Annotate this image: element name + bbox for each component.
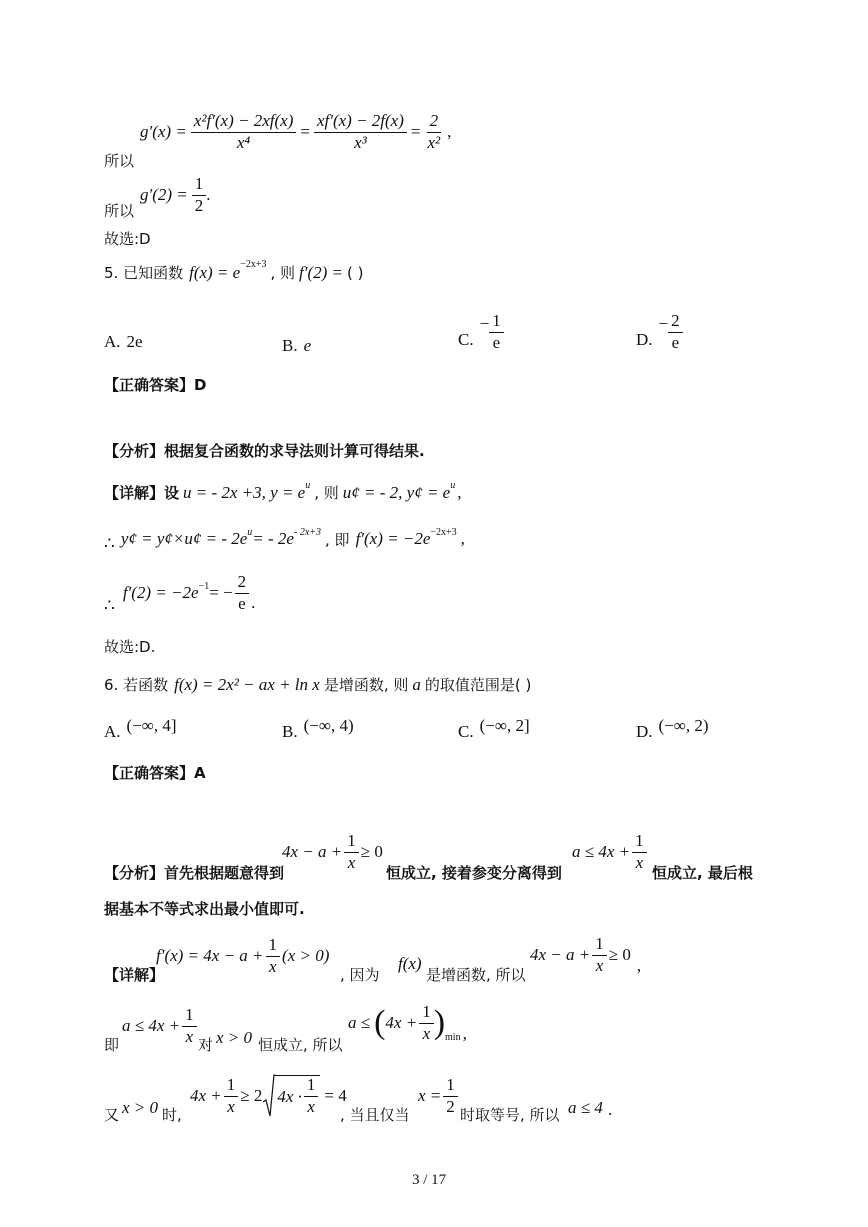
q6-am-f1-num: 1	[224, 1076, 239, 1097]
q5-detail-line-2	[104, 524, 465, 554]
q6-fp-den: x	[269, 956, 277, 976]
q5-derivatives: u¢ = - 2, y¢ = e	[342, 482, 451, 502]
q6-di-fraction	[592, 935, 607, 975]
q5-chain-exp-1: u	[247, 526, 253, 538]
q6-fx: f(x)	[398, 954, 422, 973]
q5-final-lhs: f′(2) = −2e	[122, 583, 199, 602]
q6-i2-fraction	[182, 1006, 197, 1046]
q6-x-half	[418, 1076, 458, 1116]
q6-option-d-value: (−∞, 2)	[658, 716, 709, 735]
q6-ae1-post: ≥ 0	[360, 842, 383, 862]
q5-option-b	[282, 336, 311, 356]
q5-final-num: 2	[235, 573, 250, 594]
q6-fp-expr: f′(x) = 4x − a +	[156, 946, 264, 966]
q6-option-c-label: C.	[458, 722, 474, 741]
q5-prefix: 5. 已知函数	[104, 264, 184, 282]
q6-suffix-2: 的取值范围是( )	[424, 676, 532, 694]
q6-am-f2-num: 1	[304, 1076, 319, 1097]
fraction-3	[424, 112, 443, 152]
q6-ineq-2	[122, 1006, 197, 1046]
q6-ae1-pre: 4x − a +	[282, 842, 343, 862]
q5-ji: , 即	[325, 530, 350, 549]
q6-answer: 【正确答案】A	[104, 764, 206, 782]
text-suoyi-1: 所以	[104, 152, 135, 170]
q6-analysis-expr-1	[282, 832, 383, 872]
q6-ae2-num: 1	[632, 832, 647, 853]
q5-option-d-fraction	[668, 312, 683, 352]
q5-result: f′(x) = −2e	[355, 529, 431, 548]
q5-option-b-label: B.	[282, 336, 298, 355]
q6-analysis-a: 【分析】首先根据题意得到	[104, 864, 285, 882]
q6-ae2-pre: a ≤ 4x +	[572, 842, 631, 862]
q6-option-d-label: D.	[636, 722, 653, 741]
q6-i3-num: 1	[419, 1003, 434, 1024]
equals-1: =	[300, 122, 310, 142]
q5-final-period: .	[251, 593, 256, 612]
q6-fp-fraction	[266, 936, 281, 976]
therefore-symbol-2: ∴	[104, 596, 115, 615]
q5-final-exp: −1	[198, 580, 210, 592]
q5-option-d	[636, 312, 683, 352]
q5-conclusion: 故选:D.	[104, 638, 156, 656]
q6-detail-ineq	[530, 934, 641, 976]
fraction-3-den: x²	[427, 132, 441, 152]
q6-am-mid: ≥ 2	[240, 1086, 263, 1105]
q6-am-fraction-2	[304, 1076, 319, 1116]
q5-substitution: u = - 2x +3, y = e	[183, 482, 306, 502]
q5-option-c-den: e	[492, 332, 501, 352]
q6-ae1-fraction	[344, 832, 359, 872]
q6-am-root: 4x ·	[277, 1086, 302, 1106]
text-suoyi-2: 所以	[104, 202, 135, 220]
q6-am-gm	[190, 1074, 347, 1118]
q6-option-c	[458, 716, 530, 742]
q6-i3-pre: a ≤	[348, 1013, 371, 1032]
q6-qu: 时取等号, 所以	[460, 1106, 560, 1124]
fraction-2	[314, 112, 407, 152]
q5-detail-line-1	[104, 482, 461, 503]
fraction-1	[191, 112, 297, 152]
half-den: 2	[194, 195, 204, 215]
q6-function: f(x) = 2x² − ax + ln x	[174, 674, 320, 694]
q6-am-post: = 4	[324, 1086, 347, 1105]
therefore-symbol-1: ∴	[104, 534, 115, 553]
q5-detail-line-3	[104, 570, 255, 616]
q6-fp-cond: (x > 0)	[282, 946, 330, 966]
q6-di-post: ≥ 0	[608, 945, 631, 964]
fraction-3-num: 2	[427, 112, 442, 133]
q6-xpos: x > 0	[216, 1028, 253, 1047]
q6-am-f1-den: x	[227, 1096, 235, 1116]
q6-half-den: 2	[446, 1096, 455, 1116]
q5-final-den: e	[238, 593, 246, 613]
q6-is-increasing: 是增函数, 所以	[426, 966, 526, 984]
q6-di-num: 1	[592, 935, 607, 956]
q5-option-d-sign: −	[658, 314, 669, 334]
fraction-half	[192, 175, 207, 215]
q6-i3-in: 4x +	[385, 1013, 418, 1032]
q6-di-pre: 4x − a +	[530, 945, 591, 964]
q6-analysis-c: 恒成立, 最后根	[652, 864, 753, 882]
q6-half-num: 1	[443, 1076, 458, 1097]
q5-answer: 【正确答案】D	[104, 376, 207, 394]
q6-option-b	[282, 716, 354, 742]
q6-am-fraction-1	[224, 1076, 239, 1116]
q5-option-c-fraction	[489, 312, 504, 352]
q5-option-d-den: e	[671, 332, 680, 352]
q6-xpos-2: x > 0	[122, 1098, 159, 1117]
q5-function: f(x) = e	[189, 262, 241, 282]
q6-var-a: a	[412, 674, 421, 694]
q6-am-pre: 4x +	[190, 1086, 222, 1105]
q6-am-f2-den: x	[307, 1097, 315, 1116]
q5-chain-exp-2: - 2x+3	[293, 526, 322, 538]
q5-final-fraction	[235, 573, 250, 613]
q6-detail-derivative	[156, 936, 329, 976]
q6-dui: 对	[198, 1036, 214, 1054]
q6-ae2-fraction	[632, 832, 647, 872]
q6-because: , 因为	[340, 966, 380, 984]
q6-i2-pre: a ≤ 4x +	[122, 1016, 181, 1036]
q5-option-d-label: D.	[636, 330, 653, 350]
period-1: .	[206, 185, 211, 205]
q5-chain-rule: y¢ = y¢×u¢ = - 2e	[120, 529, 248, 548]
q5-function-exponent: −2x+3	[240, 259, 267, 270]
q6-option-c-value: (−∞, 2]	[479, 716, 530, 735]
q5-result-comma: ,	[460, 529, 465, 548]
q6-option-a-label: A.	[104, 722, 121, 741]
q5-option-c-num: 1	[489, 312, 504, 333]
q6-ae1-den: x	[347, 852, 356, 872]
q6-hengcheng: 恒成立, 所以	[258, 1036, 343, 1054]
question-5	[104, 259, 364, 283]
q6-you: 又	[104, 1106, 120, 1124]
q5-option-a-value: 2e	[126, 332, 143, 351]
q5-final-eq: = −	[209, 583, 233, 602]
q5-option-c-label: C.	[458, 330, 474, 350]
q5-derivatives-exp: u	[450, 480, 456, 491]
comma-1: ,	[447, 122, 452, 142]
q5-option-a-label: A.	[104, 332, 121, 351]
q5-then: , 则	[270, 264, 296, 282]
q5-result-exp: −2x+3	[430, 526, 457, 538]
q5-detail-prefix: 【详解】设	[104, 484, 180, 502]
q5-fp2: f′(2) =	[299, 262, 344, 282]
q6-analysis-expr-2	[572, 832, 647, 872]
question-6	[104, 674, 531, 695]
fraction-1-den: x⁴	[236, 132, 251, 152]
q6-option-b-value: (−∞, 4)	[303, 716, 354, 735]
q6-i3-den: x	[422, 1023, 431, 1043]
fraction-2-den: x³	[354, 132, 367, 152]
q6-ji: 即	[104, 1036, 120, 1054]
fraction-2-num: xf′(x) − 2f(x)	[314, 112, 407, 133]
radical-sign-icon	[263, 1074, 275, 1118]
q6-period: .	[608, 1100, 613, 1119]
q5-option-c	[458, 312, 504, 352]
g-derivative-formula	[140, 112, 451, 152]
q6-option-b-label: B.	[282, 722, 298, 741]
q6-option-d	[636, 716, 709, 742]
q5-option-c-sign: −	[479, 314, 490, 334]
q6-di-comma: ,	[636, 956, 642, 975]
q6-suffix: 是增函数, 则	[323, 676, 409, 694]
q5-substitution-exp: u	[305, 480, 311, 491]
fraction-1-num: x²f′(x) − 2xf(x)	[191, 112, 297, 133]
q5-detail-comma: ,	[457, 482, 462, 502]
g-lhs: g′(x) =	[140, 122, 187, 142]
q6-prefix: 6. 若函数	[104, 676, 169, 694]
sqrt-body	[275, 1075, 320, 1116]
q6-ae2-den: x	[635, 852, 644, 872]
q6-conclusion: a ≤ 4	[568, 1098, 603, 1117]
answer-choice-line: 故选:D	[104, 230, 151, 248]
q5-analysis: 【分析】根据复合函数的求导法则计算可得结果.	[104, 442, 425, 460]
q5-paren: ( )	[347, 263, 364, 282]
q6-i3-fraction	[419, 1003, 434, 1043]
q5-option-a	[104, 332, 143, 352]
q6-analysis-d: 据基本不等式求出最小值即可.	[104, 900, 305, 918]
q5-chain-mid: = - 2e	[252, 529, 294, 548]
page-number: 3 / 17	[412, 1172, 447, 1188]
g2-lhs: g′(2) =	[140, 185, 188, 205]
q6-half-fraction	[443, 1076, 458, 1116]
q6-di-den: x	[595, 955, 604, 975]
q6-xeq: x =	[418, 1086, 442, 1106]
q6-shi: 时,	[162, 1106, 182, 1124]
half-num: 1	[192, 175, 207, 196]
q5-option-d-num: 2	[668, 312, 683, 333]
q6-i3-lparen: (	[374, 1004, 386, 1041]
q6-option-a-value: (−∞, 4]	[126, 716, 177, 735]
q6-detail-prefix: 【详解】	[104, 966, 165, 984]
q6-analysis-b: 恒成立, 接着参变分离得到	[386, 864, 562, 882]
q6-ineq-3	[348, 1002, 467, 1044]
q6-dangqie: , 当且仅当	[340, 1106, 410, 1124]
q5-option-b-value: e	[303, 336, 312, 355]
q6-i2-den: x	[185, 1026, 194, 1046]
q6-i3-rparen: )	[433, 1004, 446, 1041]
equals-2: =	[410, 122, 421, 142]
g-at-2-formula	[140, 175, 211, 215]
q6-option-a	[104, 716, 177, 742]
q6-i3-comma: ,	[462, 1024, 467, 1043]
q5-detail-then: , 则	[314, 484, 339, 502]
q6-ae1-num: 1	[344, 832, 359, 853]
q6-i3-min: min	[445, 1031, 461, 1043]
sqrt-icon	[263, 1074, 320, 1118]
q6-i2-num: 1	[182, 1006, 197, 1027]
q6-fp-num: 1	[266, 936, 281, 957]
